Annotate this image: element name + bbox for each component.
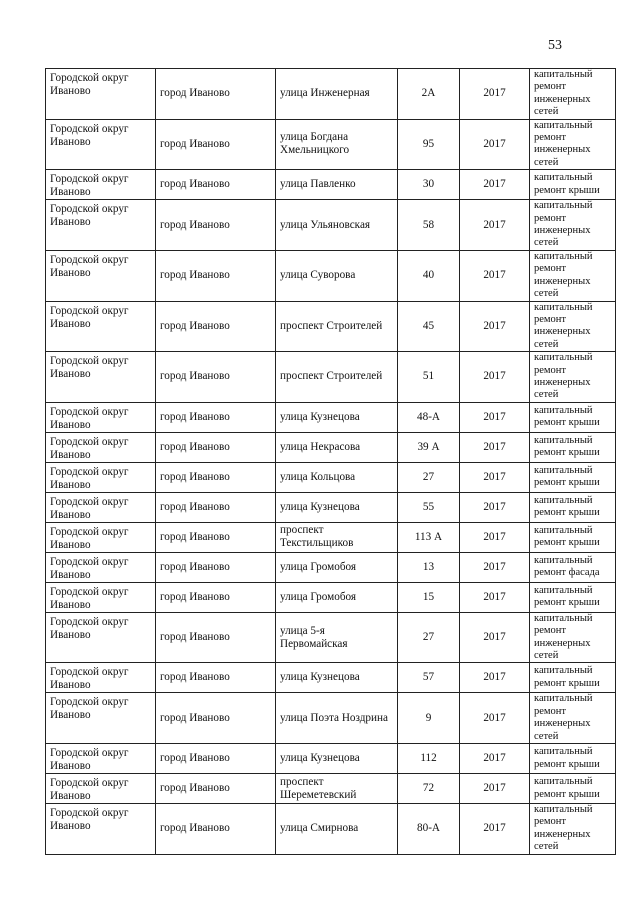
city-cell: город Иваново bbox=[156, 170, 276, 200]
house-number-cell: 27 bbox=[398, 462, 460, 492]
year-cell: 2017 bbox=[460, 744, 530, 774]
work-type-cell: капитальный ремонт крыши bbox=[530, 522, 616, 552]
house-number-cell: 57 bbox=[398, 663, 460, 693]
city-cell: город Иваново bbox=[156, 804, 276, 855]
year-cell: 2017 bbox=[460, 552, 530, 582]
district-cell: Городской округ Иваново bbox=[46, 462, 156, 492]
year-cell: 2017 bbox=[460, 462, 530, 492]
street-cell: улица Суворова bbox=[276, 250, 398, 301]
year-cell: 2017 bbox=[460, 170, 530, 200]
district-cell: Городской округ Иваново bbox=[46, 663, 156, 693]
work-type-cell: капитальный ремонт инженерных сетей bbox=[530, 200, 616, 251]
work-type-cell: капитальный ремонт фасада bbox=[530, 552, 616, 582]
city-cell: город Иваново bbox=[156, 492, 276, 522]
year-cell: 2017 bbox=[460, 492, 530, 522]
house-number-cell: 80-А bbox=[398, 804, 460, 855]
house-number-cell: 2А bbox=[398, 69, 460, 120]
year-cell: 2017 bbox=[460, 804, 530, 855]
house-number-cell: 27 bbox=[398, 612, 460, 663]
work-type-cell: капитальный ремонт крыши bbox=[530, 582, 616, 612]
house-number-cell: 55 bbox=[398, 492, 460, 522]
year-cell: 2017 bbox=[460, 69, 530, 120]
table-row bbox=[46, 804, 616, 855]
house-number-cell: 112 bbox=[398, 744, 460, 774]
year-cell: 2017 bbox=[460, 402, 530, 432]
table-row bbox=[46, 402, 616, 432]
table-row bbox=[46, 492, 616, 522]
city-cell: город Иваново bbox=[156, 744, 276, 774]
district-cell: Городской округ Иваново bbox=[46, 552, 156, 582]
street-cell: улица Кузнецова bbox=[276, 492, 398, 522]
housing-repair-table bbox=[45, 68, 616, 855]
work-type-cell: капитальный ремонт крыши bbox=[530, 432, 616, 462]
street-cell: улица Поэта Ноздрина bbox=[276, 693, 398, 744]
street-cell: улица Кузнецова bbox=[276, 663, 398, 693]
city-cell: город Иваново bbox=[156, 200, 276, 251]
work-type-cell: капитальный ремонт крыши bbox=[530, 774, 616, 804]
street-cell: улица Кольцова bbox=[276, 462, 398, 492]
city-cell: город Иваново bbox=[156, 432, 276, 462]
house-number-cell: 13 bbox=[398, 552, 460, 582]
year-cell: 2017 bbox=[460, 119, 530, 170]
district-cell: Городской округ Иваново bbox=[46, 200, 156, 251]
house-number-cell: 95 bbox=[398, 119, 460, 170]
house-number-cell: 40 bbox=[398, 250, 460, 301]
year-cell: 2017 bbox=[460, 522, 530, 552]
street-cell: улица Некрасова bbox=[276, 432, 398, 462]
year-cell: 2017 bbox=[460, 352, 530, 403]
table-row bbox=[46, 612, 616, 663]
work-type-cell: капитальный ремонт крыши bbox=[530, 170, 616, 200]
street-cell: улица Павленко bbox=[276, 170, 398, 200]
house-number-cell: 15 bbox=[398, 582, 460, 612]
city-cell: город Иваново bbox=[156, 552, 276, 582]
table-row bbox=[46, 693, 616, 744]
year-cell: 2017 bbox=[460, 301, 530, 352]
street-cell: улица Ульяновская bbox=[276, 200, 398, 251]
city-cell: город Иваново bbox=[156, 462, 276, 492]
house-number-cell: 45 bbox=[398, 301, 460, 352]
table-row bbox=[46, 200, 616, 251]
house-number-cell: 30 bbox=[398, 170, 460, 200]
table-row bbox=[46, 462, 616, 492]
street-cell: проспект Текстильщиков bbox=[276, 522, 398, 552]
street-cell: улица Богдана Хмельницкого bbox=[276, 119, 398, 170]
house-number-cell: 51 bbox=[398, 352, 460, 403]
street-cell: проспект Шереметевский bbox=[276, 774, 398, 804]
district-cell: Городской округ Иваново bbox=[46, 804, 156, 855]
work-type-cell: капитальный ремонт инженерных сетей bbox=[530, 804, 616, 855]
district-cell: Городской округ Иваново bbox=[46, 119, 156, 170]
table-row bbox=[46, 250, 616, 301]
year-cell: 2017 bbox=[460, 774, 530, 804]
year-cell: 2017 bbox=[460, 582, 530, 612]
district-cell: Городской округ Иваново bbox=[46, 69, 156, 120]
year-cell: 2017 bbox=[460, 693, 530, 744]
district-cell: Городской округ Иваново bbox=[46, 402, 156, 432]
street-cell: улица 5-я Первомайская bbox=[276, 612, 398, 663]
district-cell: Городской округ Иваново bbox=[46, 744, 156, 774]
city-cell: город Иваново bbox=[156, 69, 276, 120]
table-row bbox=[46, 663, 616, 693]
district-cell: Городской округ Иваново bbox=[46, 774, 156, 804]
street-cell: улица Инженерная bbox=[276, 69, 398, 120]
city-cell: город Иваново bbox=[156, 774, 276, 804]
work-type-cell: капитальный ремонт инженерных сетей bbox=[530, 69, 616, 120]
house-number-cell: 58 bbox=[398, 200, 460, 251]
house-number-cell: 9 bbox=[398, 693, 460, 744]
table-row bbox=[46, 744, 616, 774]
city-cell: город Иваново bbox=[156, 402, 276, 432]
table-row bbox=[46, 432, 616, 462]
year-cell: 2017 bbox=[460, 200, 530, 251]
year-cell: 2017 bbox=[460, 432, 530, 462]
table-row bbox=[46, 522, 616, 552]
work-type-cell: капитальный ремонт инженерных сетей bbox=[530, 352, 616, 403]
street-cell: проспект Строителей bbox=[276, 301, 398, 352]
house-number-cell: 113 А bbox=[398, 522, 460, 552]
city-cell: город Иваново bbox=[156, 119, 276, 170]
city-cell: город Иваново bbox=[156, 663, 276, 693]
district-cell: Городской округ Иваново bbox=[46, 250, 156, 301]
city-cell: город Иваново bbox=[156, 693, 276, 744]
district-cell: Городской округ Иваново bbox=[46, 352, 156, 403]
street-cell: улица Громобоя bbox=[276, 552, 398, 582]
district-cell: Городской округ Иваново bbox=[46, 432, 156, 462]
table-row bbox=[46, 69, 616, 120]
table-row bbox=[46, 552, 616, 582]
street-cell: улица Громобоя bbox=[276, 582, 398, 612]
work-type-cell: капитальный ремонт инженерных сетей bbox=[530, 119, 616, 170]
street-cell: проспект Строителей bbox=[276, 352, 398, 403]
street-cell: улица Смирнова bbox=[276, 804, 398, 855]
work-type-cell: капитальный ремонт крыши bbox=[530, 462, 616, 492]
city-cell: город Иваново bbox=[156, 301, 276, 352]
house-number-cell: 39 А bbox=[398, 432, 460, 462]
table-row bbox=[46, 119, 616, 170]
work-type-cell: капитальный ремонт крыши bbox=[530, 402, 616, 432]
work-type-cell: капитальный ремонт крыши bbox=[530, 663, 616, 693]
city-cell: город Иваново bbox=[156, 522, 276, 552]
work-type-cell: капитальный ремонт инженерных сетей bbox=[530, 612, 616, 663]
house-number-cell: 72 bbox=[398, 774, 460, 804]
year-cell: 2017 bbox=[460, 250, 530, 301]
street-cell: улица Кузнецова bbox=[276, 744, 398, 774]
district-cell: Городской округ Иваново bbox=[46, 522, 156, 552]
house-number-cell: 48-А bbox=[398, 402, 460, 432]
work-type-cell: капитальный ремонт инженерных сетей bbox=[530, 250, 616, 301]
work-type-cell: капитальный ремонт инженерных сетей bbox=[530, 301, 616, 352]
table-row bbox=[46, 582, 616, 612]
year-cell: 2017 bbox=[460, 612, 530, 663]
district-cell: Городской округ Иваново bbox=[46, 170, 156, 200]
district-cell: Городской округ Иваново bbox=[46, 301, 156, 352]
city-cell: город Иваново bbox=[156, 582, 276, 612]
table-row bbox=[46, 774, 616, 804]
district-cell: Городской округ Иваново bbox=[46, 693, 156, 744]
district-cell: Городской округ Иваново bbox=[46, 612, 156, 663]
table-row bbox=[46, 352, 616, 403]
city-cell: город Иваново bbox=[156, 352, 276, 403]
city-cell: город Иваново bbox=[156, 250, 276, 301]
year-cell: 2017 bbox=[460, 663, 530, 693]
work-type-cell: капитальный ремонт крыши bbox=[530, 492, 616, 522]
street-cell: улица Кузнецова bbox=[276, 402, 398, 432]
district-cell: Городской округ Иваново bbox=[46, 582, 156, 612]
table-body bbox=[46, 69, 616, 855]
table-row bbox=[46, 301, 616, 352]
work-type-cell: капитальный ремонт инженерных сетей bbox=[530, 693, 616, 744]
city-cell: город Иваново bbox=[156, 612, 276, 663]
district-cell: Городской округ Иваново bbox=[46, 492, 156, 522]
work-type-cell: капитальный ремонт крыши bbox=[530, 744, 616, 774]
page-number: 53 bbox=[548, 38, 562, 53]
table-row bbox=[46, 170, 616, 200]
